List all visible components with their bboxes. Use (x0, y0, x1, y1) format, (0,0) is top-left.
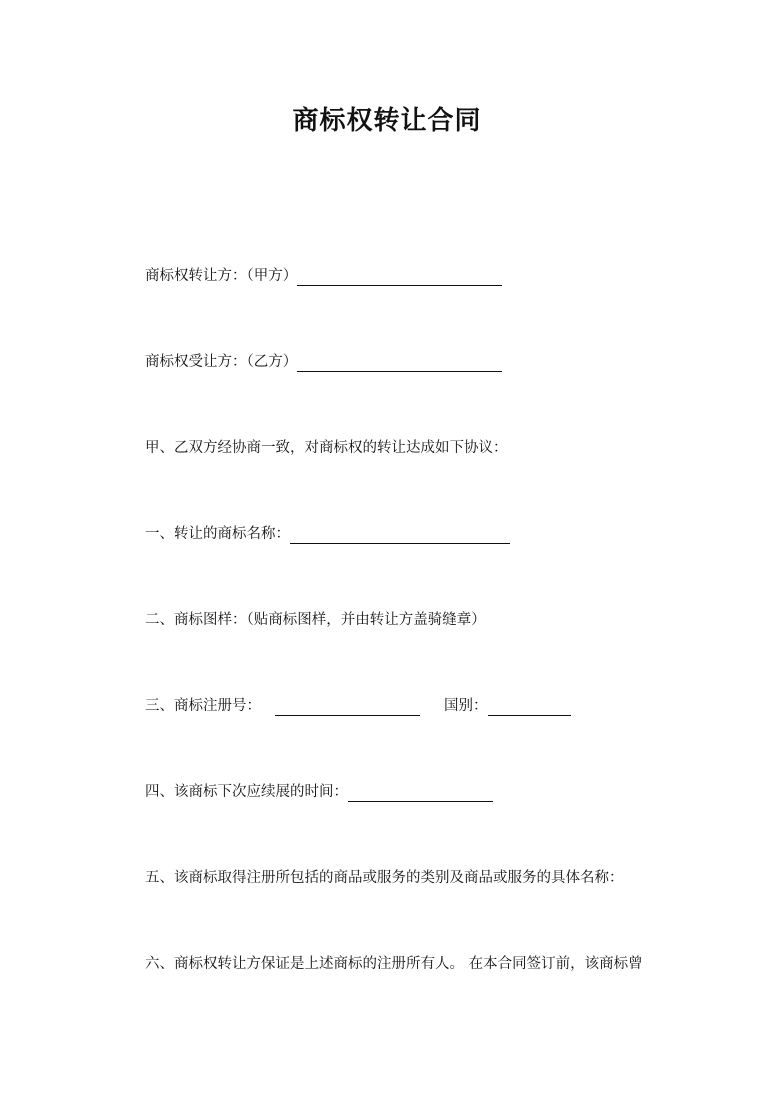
clause3-country-label: 国别： (444, 698, 488, 714)
transferee-blank[interactable] (297, 355, 502, 372)
preamble-line (145, 438, 508, 458)
clause3-label: 三、商标注册号： (145, 698, 261, 714)
clause4-label: 四、该商标下次应续展的时间： (145, 784, 348, 800)
clause5-line (145, 868, 624, 888)
clause5-text: 五、该商标取得注册所包括的商品或服务的类别及商品或服务的具体名称： (145, 870, 624, 886)
page-title: 商标权转让合同 (292, 106, 482, 136)
transferor-label: 商标权转让方：（甲方） (145, 268, 298, 284)
transferee-label: 商标权受让方：（乙方） (145, 354, 298, 370)
clause4-line (145, 782, 493, 802)
preamble-text: 甲、乙双方经协商一致，对商标权的转让达成如下协议： (145, 440, 508, 456)
registration-number-blank[interactable] (275, 699, 420, 716)
clause1-label: 一、转让的商标名称： (145, 526, 290, 542)
clause2-text: 二、商标图样：（贴商标图样，并由转让方盖骑缝章） (145, 612, 486, 628)
transferor-line (145, 266, 502, 286)
clause2-line (145, 610, 486, 630)
clause3-line (145, 696, 571, 716)
transferor-blank[interactable] (297, 269, 502, 286)
clause6-line (145, 954, 643, 974)
renewal-time-blank[interactable] (348, 785, 493, 802)
clause6-text: 六、商标权转让方保证是上述商标的注册所有人。 在本合同签订前，该商标曾 (145, 956, 643, 972)
transferee-line (145, 352, 502, 372)
country-blank[interactable] (488, 699, 571, 716)
trademark-name-blank[interactable] (290, 527, 510, 544)
clause1-line (145, 524, 510, 544)
